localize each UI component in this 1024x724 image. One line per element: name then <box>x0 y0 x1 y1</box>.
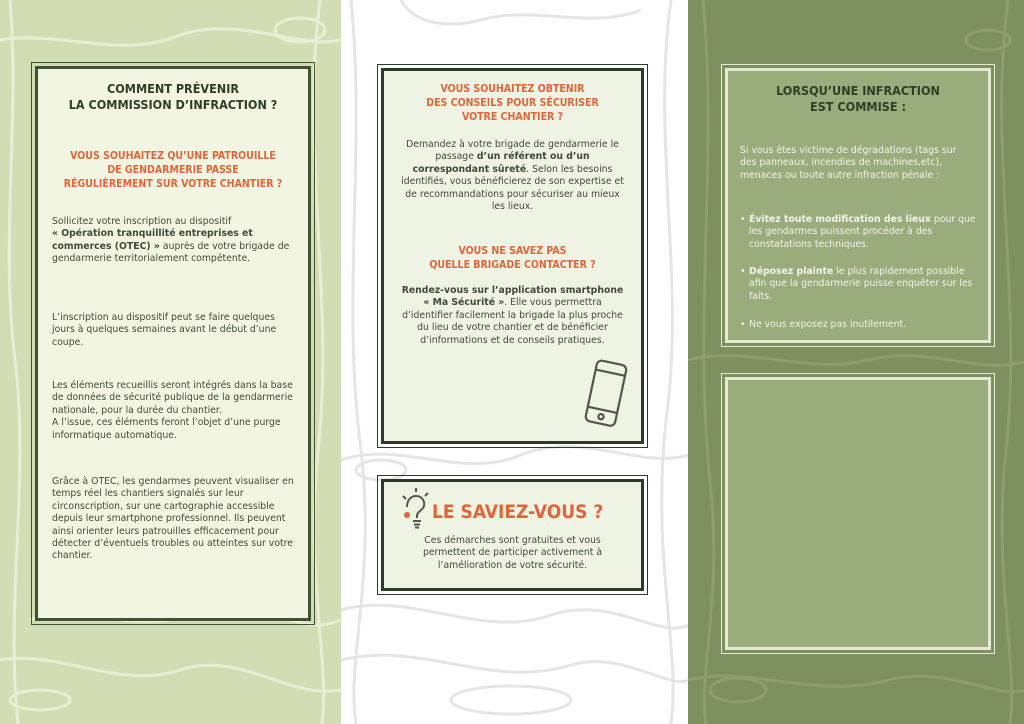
otec-program-name: « Opération tranquillité entreprises et commerces (OTEC) » <box>52 228 253 252</box>
advice-text-b: . Selon les besoins identifiés, vous bénéficierez de son expertise et de recommandations pour sécuriser au mieux les lieux. <box>401 163 624 213</box>
smartphone-icon <box>577 356 633 430</box>
infraction-intro: Si vous êtes victime de dégradations (tags sur des panneaux, incendies de machines,etc), menaces ou toute autre infraction pénale : <box>740 145 957 181</box>
otec-text-b: auprès de votre brigade de gendarmerie territorialement compétente. <box>52 240 290 265</box>
lightbulb-question-icon <box>398 487 432 531</box>
prevention-title: COMMENT PRÉVENIR LA COMMISSION D’INFRACTION ? <box>68 81 278 112</box>
otec-text-a: Sollicitez votre inscription au dispositif <box>52 216 232 227</box>
empty-box <box>725 377 991 650</box>
bullet-text: Ne vous exposez pas inutilement. <box>749 319 907 330</box>
bullet-item-file-complaint <box>740 266 976 303</box>
referent-label: d’un référent ou d’un correspondant sûreté <box>412 151 590 175</box>
bullet-bold: Évitez toute modification des lieux <box>749 214 931 225</box>
advice-question: VOUS SOUHAITEZ OBTENIR DES CONSEILS POUR SÉCURISER VOTRE CHANTIER ? <box>426 83 599 123</box>
data-text-a: Les éléments recueillis seront intégrés dans la base de données de sécurité publique de la gendarmerie nationale, pour la durée du chantier. <box>52 380 293 416</box>
bullet-item-no-exposure <box>740 319 976 331</box>
app-paragraph <box>398 285 627 347</box>
inscription-paragraph: L’inscription au dispositif peut se faire quelques jours à quelques semaines avant le début d’une coupe. <box>52 312 277 348</box>
infraction-title: LORSQU’UNE INFRACTION EST COMMISE : <box>776 83 940 114</box>
patrol-question: VOUS SOUHAITEZ QU’UNE PATROUILLE DE GENDARMERIE PASSE RÉGULIÈREMENT SUR VOTRE CHANTIER ? <box>63 150 283 190</box>
data-paragraph <box>52 380 297 442</box>
app-text: . Elle vous permettra d’identifier facilement la brigade la plus proche du lieu de votre chantier et de bénéficier d’informations et de conseils pratiques. <box>402 297 623 346</box>
bullet-dot: • <box>740 319 746 330</box>
infraction-box <box>725 68 991 343</box>
data-text-b: A l’issue, ces éléments feront l’objet d’une purge informatique automatique. <box>52 417 281 441</box>
otec-paragraph <box>52 216 297 266</box>
brigade-question: VOUS NE SAVEZ PAS QUELLE BRIGADE CONTACTER ? <box>429 245 596 271</box>
otec-benefit-paragraph: Grâce à OTEC, les gendarmes peuvent visualiser en temps réel les chantiers signalés sur leur circonscription, sur une cartographie accessible depuis leur smartphone professionnel. Ils peuvent ainsi orienter leurs patrouilles efficacement pour détecter d’éventuels troubles ou atteintes sur votre chantier. <box>52 476 294 562</box>
bullet-item-preserve-scene <box>740 214 976 251</box>
app-name: Rendez-vous sur l’application smartphone « Ma Sécurité » <box>401 285 624 309</box>
bullet-text: le plus rapidement possible afin que la gendarmerie puisse enquêter sur les faits. <box>749 266 973 302</box>
bullet-dot: • <box>740 214 746 225</box>
bullet-dot: • <box>740 266 746 277</box>
did-you-know-title: LE SAVIEZ-VOUS ? <box>432 501 604 523</box>
advice-paragraph <box>398 139 627 213</box>
bullet-text: pour que les gendarmes puissent procéder à des constatations techniques. <box>749 214 976 250</box>
advice-text-a: Demandez à votre brigade de gendarmerie le passage <box>406 139 619 163</box>
bullet-bold: Déposez plainte <box>749 266 834 277</box>
prevention-box <box>35 66 311 621</box>
did-you-know-text: Ces démarches sont gratuites et vous permettent de participer activement à l’amélioration de votre sécurité. <box>422 535 603 571</box>
